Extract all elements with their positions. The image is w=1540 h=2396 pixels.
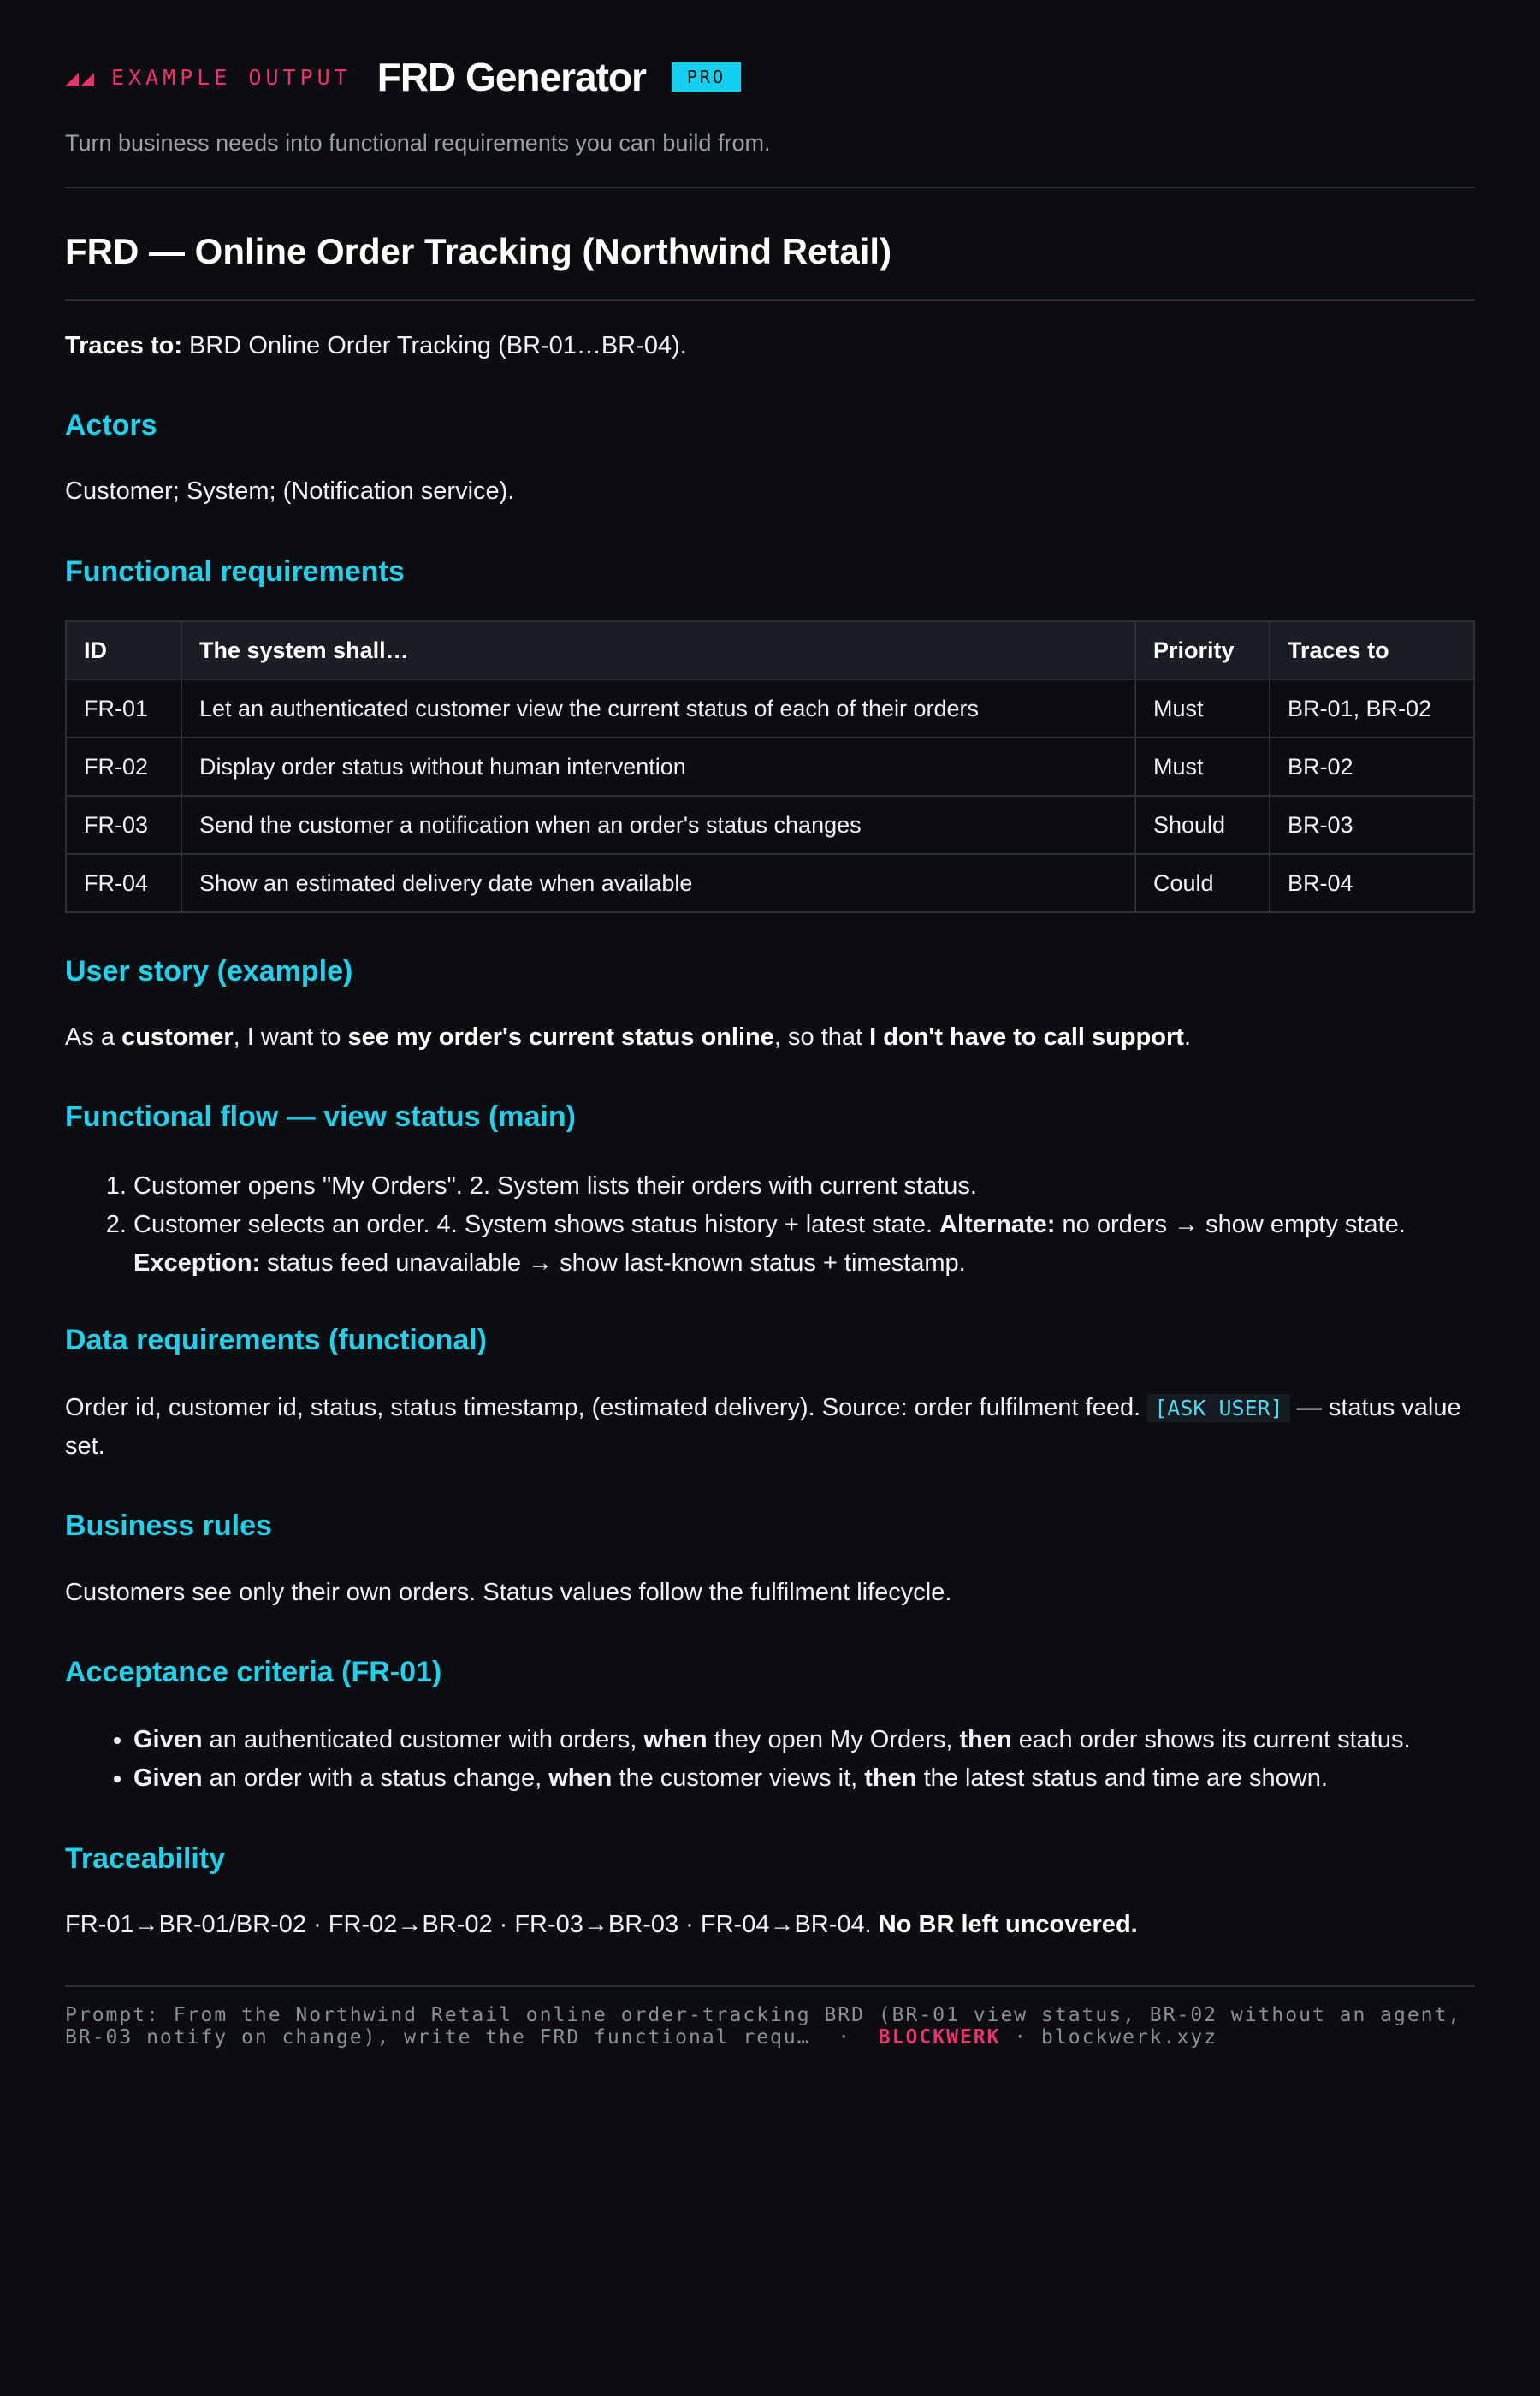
- acceptance-criteria-list: [65, 1721, 1475, 1798]
- cell-priority: Must: [1135, 738, 1270, 796]
- divider: [65, 1985, 1475, 1987]
- cell-id: FR-03: [66, 796, 181, 854]
- cell-description: Send the customer a notification when an order's status changes: [181, 796, 1135, 854]
- table-row: [66, 679, 1474, 738]
- ask-user-tag: [ASK USER]: [1147, 1394, 1290, 1422]
- flow-step-text: Customer selects an order. 4. System shows status history + latest state.: [133, 1211, 940, 1238]
- coverage-note: No BR left uncovered.: [878, 1911, 1138, 1938]
- double-triangle-icon: [65, 68, 94, 86]
- criterion-text: the latest status and time are shown.: [916, 1764, 1328, 1792]
- story-text: .: [1183, 1023, 1191, 1051]
- separator: ·: [810, 2026, 879, 2049]
- cell-priority: Should: [1135, 796, 1270, 854]
- functional-requirements-table: [65, 620, 1475, 913]
- acceptance-criteria-heading: Acceptance criteria (FR-01): [65, 1656, 442, 1688]
- list-item: [133, 1167, 1475, 1206]
- cell-priority: Could: [1135, 854, 1270, 912]
- flow-step-text: Customer opens "My Orders". 2. System lists their orders with current status.: [133, 1172, 977, 1200]
- divider: [65, 187, 1475, 188]
- data-requirements-text: [65, 1389, 1475, 1465]
- data-req-text: — status value set.: [65, 1394, 1461, 1460]
- story-goal: see my order's current status online: [347, 1023, 774, 1051]
- traces-text: BRD Online Order Tracking (BR-01…BR-04).: [182, 332, 687, 359]
- pro-badge: PRO: [672, 62, 741, 92]
- story-text: , so that: [773, 1023, 870, 1051]
- table-row: [66, 738, 1474, 796]
- column-header-traces: Traces to: [1270, 621, 1474, 679]
- criterion-text: the customer views it,: [612, 1764, 865, 1792]
- separator: ·: [1000, 2026, 1042, 2049]
- alternate-label: Alternate:: [939, 1211, 1056, 1238]
- exception-label: Exception:: [133, 1249, 261, 1277]
- column-header-priority: Priority: [1135, 621, 1270, 679]
- cell-description: Let an authenticated customer view the current status of each of their orders: [181, 679, 1135, 738]
- prompt-line: Prompt: From the Northwind Retail online order-tracking BRD (BR-01 view status, BR-02 without an agent,: [65, 2004, 1462, 2026]
- business-rules-heading: Business rules: [65, 1509, 272, 1542]
- brand-name: BLOCKWERK: [878, 2026, 1001, 2049]
- cell-description: Display order status without human intervention: [181, 738, 1135, 796]
- cell-traces: BR-03: [1270, 796, 1474, 854]
- list-item: [133, 1721, 1475, 1759]
- prompt-line-2: [65, 2026, 1475, 2049]
- cell-id: FR-01: [66, 679, 181, 738]
- given-keyword: Given: [133, 1764, 203, 1792]
- eyebrow-label: EXAMPLE OUTPUT: [111, 64, 352, 90]
- functional-requirements-heading: Functional requirements: [65, 555, 405, 588]
- given-keyword: Given: [133, 1726, 203, 1753]
- flow-step-text: no orders → show empty state.: [1055, 1211, 1406, 1238]
- criterion-text: an order with a status change,: [202, 1764, 549, 1792]
- story-role: customer: [121, 1023, 234, 1051]
- list-item: [133, 1759, 1475, 1798]
- story-text: , I want to: [233, 1023, 348, 1051]
- cell-id: FR-02: [66, 738, 181, 796]
- when-keyword: when: [643, 1726, 708, 1753]
- column-header-id: ID: [66, 621, 181, 679]
- document-title: FRD — Online Order Tracking (Northwind Retail): [65, 231, 892, 271]
- story-benefit: I don't have to call support: [869, 1023, 1184, 1051]
- data-req-text: Order id, customer id, status, status timestamp, (estimated delivery). Source: order fulfilment feed.: [65, 1394, 1148, 1421]
- cell-description: Show an estimated delivery date when available: [181, 854, 1135, 912]
- cell-priority: Must: [1135, 679, 1270, 738]
- header: [65, 55, 1475, 99]
- cell-traces: BR-02: [1270, 738, 1474, 796]
- then-keyword: then: [864, 1764, 917, 1792]
- user-story-heading: User story (example): [65, 955, 353, 987]
- cell-id: FR-04: [66, 854, 181, 912]
- list-item: [133, 1206, 1475, 1283]
- traces-paragraph: [65, 327, 1475, 365]
- story-text: As a: [65, 1023, 122, 1051]
- table-row: [66, 854, 1474, 912]
- traceability-text: [65, 1906, 1475, 1943]
- cell-traces: BR-04: [1270, 854, 1474, 912]
- user-story-text: [65, 1018, 1475, 1056]
- divider: [65, 300, 1475, 301]
- app-title: FRD Generator: [376, 55, 646, 99]
- site-link[interactable]: blockwerk.xyz: [1041, 2026, 1218, 2049]
- criterion-text: they open My Orders,: [707, 1726, 960, 1753]
- table-row: [66, 796, 1474, 854]
- flow-step-text: status feed unavailable → show last-known status + timestamp.: [260, 1249, 966, 1277]
- data-requirements-heading: Data requirements (functional): [65, 1324, 488, 1356]
- footer: [65, 2004, 1475, 2049]
- criterion-text: each order shows its current status.: [1011, 1726, 1411, 1753]
- traceability-mapping: FR-01→BR-01/BR-02 · FR-02→BR-02 · FR-03→BR-03 · FR-04→BR-04.: [65, 1911, 879, 1938]
- business-rules-text: Customers see only their own orders. Status values follow the fulfilment lifecycle.: [65, 1579, 952, 1606]
- when-keyword: when: [548, 1764, 613, 1792]
- then-keyword: then: [959, 1726, 1012, 1753]
- tagline: Turn business needs into functional requirements you can build from.: [65, 130, 771, 156]
- column-header-description: The system shall…: [181, 621, 1135, 679]
- traceability-heading: Traceability: [65, 1842, 226, 1875]
- functional-flow-heading: Functional flow — view status (main): [65, 1100, 576, 1133]
- prompt-text: BR-03 notify on change), write the FRD functional requ…: [65, 2026, 811, 2049]
- table-header-row: [66, 621, 1474, 679]
- criterion-text: an authenticated customer with orders,: [202, 1726, 644, 1753]
- cell-traces: BR-01, BR-02: [1270, 679, 1474, 738]
- functional-flow-list: [65, 1167, 1475, 1283]
- actors-heading: Actors: [65, 409, 157, 442]
- traces-label: Traces to:: [65, 332, 182, 359]
- actors-text: Customer; System; (Notification service).: [65, 477, 515, 505]
